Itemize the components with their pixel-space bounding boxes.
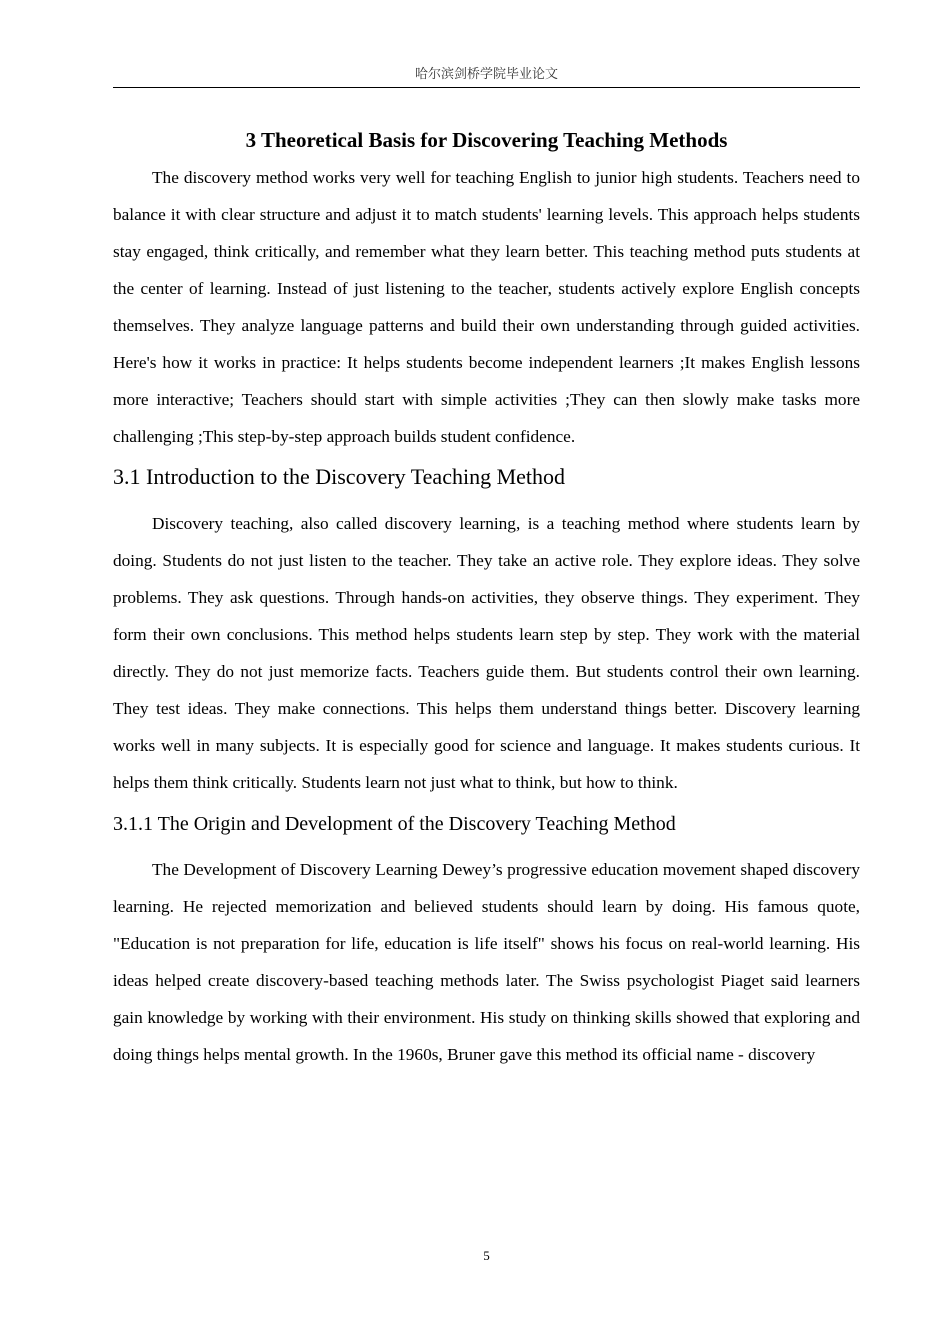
page-content	[113, 125, 860, 1073]
running-header: 哈尔滨剑桥学院毕业论文	[414, 66, 558, 81]
chapter-intro-paragraph: The discovery method works very well for teaching English to junior high students. Teachers need to balance it with clear structure and adjust it to match students' learning levels. This approach helps students stay engaged, think critically, and remember what they learn better. This teaching method puts students at the center of learning. Instead of just listening to the teacher, students actively explore English concepts themselves. They analyze language patterns and build their own understanding through guided activities. Here's how it works in practice: It helps students become independent learners ;It makes English lessons more interactive; Teachers should start with simple activities ;They can then slowly make tasks more challenging ;This step-by-step approach builds student confidence.	[113, 168, 860, 446]
section-3-1-paragraph: Discovery teaching, also called discovery learning, is a teaching method where students learn by doing. Students do not just listen to the teacher. They take an active role. They explore ideas. They solve problems. They ask questions. Through hands-on activities, they observe things. They experiment. They form their own conclusions. This method helps students learn step by step. They work with the material directly. They do not just memorize facts. Teachers guide them. But students control their own learning. They test ideas. They make connections. This helps them understand things better. Discovery learning works well in many subjects. It is especially good for science and language. It makes students curious. It helps them think critically. Students learn not just what to think, but how to think.	[113, 514, 860, 792]
page-number: 5	[483, 1248, 490, 1263]
section-3-1-heading: 3.1 Introduction to the Discovery Teaching Method	[113, 464, 566, 489]
chapter-title: 3 Theoretical Basis for Discovering Teaching Methods	[245, 128, 728, 152]
section-3-1-1-paragraph: The Development of Discovery Learning Dewey’s progressive education movement shaped discovery learning. He rejected memorization and believed students should learn by doing. His famous quote, "Education is not preparation for life, education is life itself" shows his focus on real-world learning. His ideas helped create discovery-based teaching methods later. The Swiss psychologist Piaget said learners gain knowledge by working with their environment. His study on thinking skills showed that exploring and doing things helps mental growth. In the 1960s, Bruner gave this method its official name - discovery	[113, 860, 860, 1064]
header-rule	[113, 87, 860, 88]
section-3-1-1-heading: 3.1.1 The Origin and Development of the Discovery Teaching Method	[113, 813, 676, 835]
